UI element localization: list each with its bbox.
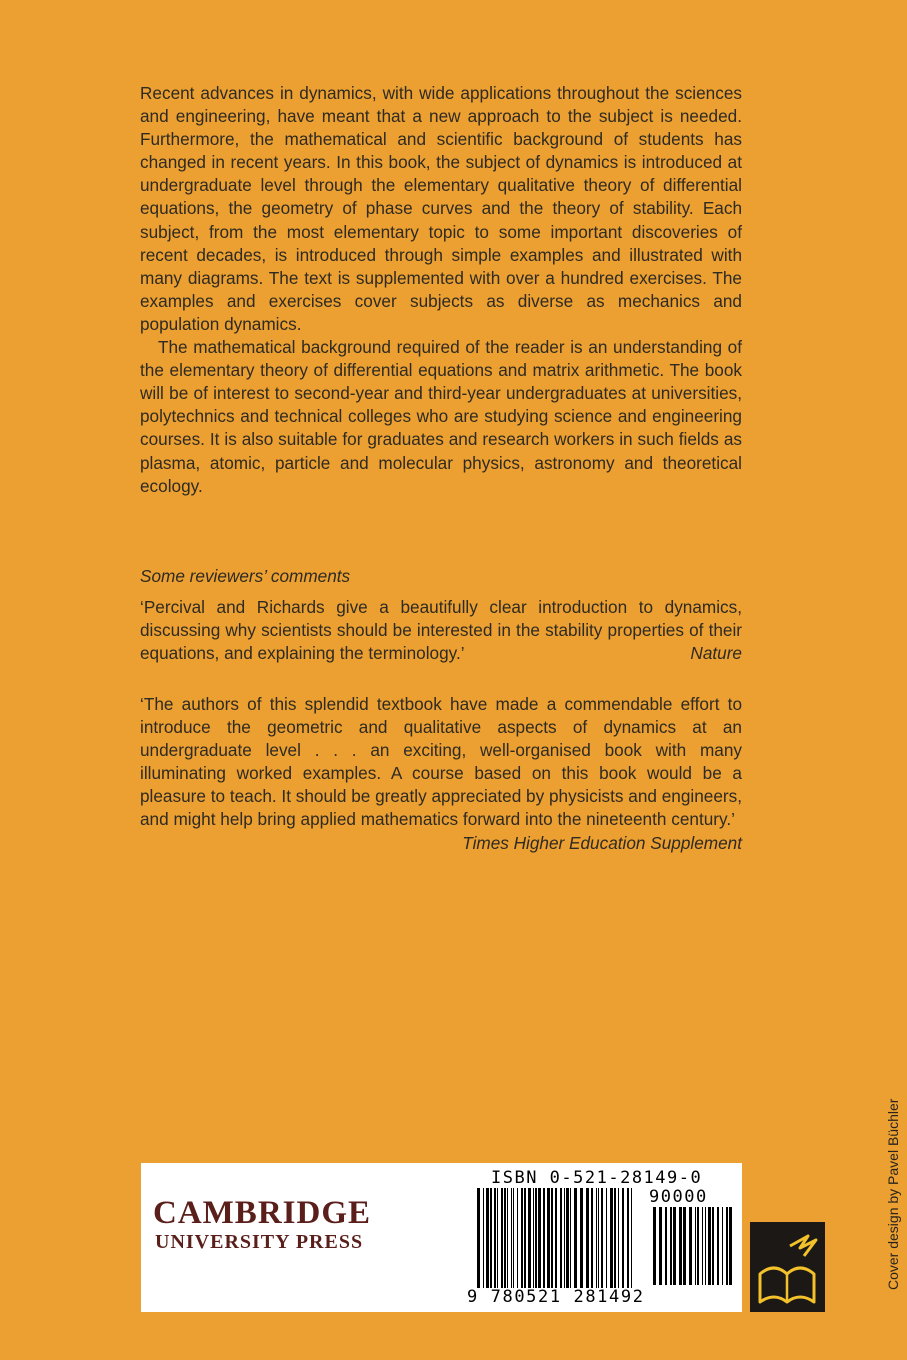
barcode-bar (695, 1207, 696, 1285)
barcode-bar (501, 1188, 503, 1288)
ean-barcode (477, 1188, 637, 1288)
barcode-bar (551, 1188, 553, 1288)
publisher-logo-name: CAMBRIDGE (153, 1195, 372, 1231)
barcode-bar (601, 1188, 603, 1288)
review-source: Nature (690, 643, 742, 664)
barcode-bar (683, 1207, 686, 1285)
cover-design-credit: Cover design by Pavel Büchler (885, 1098, 901, 1290)
barcode-bar (494, 1188, 496, 1288)
blurb-paragraph-2: The mathematical background required of the reader is an understanding of the elementary theory of differential equations and matrix arithmetic. The book will be of interest to second-year and third-year undergraduates at universities, polytechnics and technical colleges who are studying science and engineering courses. It is also suitable for graduates and research workers in such fields as plasma, atomic, particle and molecular physics, astronomy and theoretical ecology. (140, 337, 742, 496)
barcode-bar (490, 1188, 492, 1288)
barcode-bar (477, 1188, 480, 1288)
barcode-bar (486, 1188, 489, 1288)
barcode-bar (507, 1188, 508, 1288)
review-1 (140, 596, 742, 665)
barcode-bar (618, 1188, 619, 1288)
barcode-bar (705, 1207, 706, 1285)
barcode-bar (560, 1188, 562, 1288)
isbn-number: ISBN 0-521-28149-0 (491, 1168, 703, 1188)
barcode-bar (712, 1207, 714, 1285)
review-quote: ‘The authors of this splendid textbook have made a commendable effort to introduce the geometric and qualitative aspects of dynamics at an undergraduate level . . . an exciting, well-organised book with many illuminating worked examples. A course based on this book would be a pleasure to teach. It should be greatly appreciated by physicists and engineers, and might help bring applied mathematics forward into the nineteenth century.’ (140, 694, 742, 830)
barcode-bar (483, 1188, 484, 1288)
barcode-bar (517, 1188, 518, 1288)
blurb-paragraph-1: Recent advances in dynamics, with wide applications throughout the sciences and engineering, have meant that a new approach to the subject is needed. Furthermore, the mathematical and scientific background of students has changed in recent years. In this book, the subject of dynamics is introduced at undergraduate level through the elementary qualitative theory of differential equations, the geometry of phase curves and the theory of stability. Each subject, from the most elementary topic to some important discoveries of recent decades, is introduced through simple examples and illustrated with many diagrams. The text is supplemented with over a hundred exercises. The examples and exercises cover subjects as diverse as mechanics and population dynamics. (140, 83, 742, 334)
barcode-bar (547, 1188, 550, 1288)
review-quote: ‘Percival and Richards give a beautifully clear introduction to dynamics, discussing why scientists should be interested in the stability properties of their equations, and explaining the terminology.’ (140, 597, 742, 664)
addon-barcode (653, 1207, 733, 1285)
barcode-bar (679, 1207, 682, 1285)
barcode-bar (596, 1188, 597, 1288)
barcode-bar (504, 1188, 506, 1288)
barcode-bar (665, 1207, 667, 1285)
barcode-bar (659, 1207, 662, 1285)
barcode-bar (528, 1188, 531, 1288)
barcode-bar (631, 1188, 632, 1288)
barcode-bar (513, 1188, 514, 1288)
barcode-bar (622, 1188, 624, 1288)
barcode-bar (535, 1188, 537, 1288)
barcode-bar (708, 1207, 711, 1285)
barcode-bar (670, 1207, 672, 1285)
barcode-bar (555, 1188, 557, 1288)
barcode-bar (606, 1188, 607, 1288)
barcode-panel (141, 1163, 742, 1312)
barcode-bar (729, 1207, 732, 1285)
barcode-bar (521, 1188, 523, 1288)
barcode-bar (702, 1207, 703, 1285)
blurb-text (140, 82, 742, 498)
barcode-bar (722, 1207, 723, 1285)
review-source: Times Higher Education Supplement (462, 832, 742, 853)
barcode-bar (726, 1207, 728, 1285)
barcode-bar (524, 1188, 526, 1288)
barcode-bar (511, 1188, 512, 1288)
barcode-bar (591, 1188, 593, 1288)
barcode-bar (598, 1188, 599, 1288)
barcode-bar (717, 1207, 719, 1285)
barcode-bar (538, 1188, 541, 1288)
barcode-bar (610, 1188, 613, 1288)
barcode-bar (566, 1188, 569, 1288)
barcode-bar (697, 1207, 699, 1285)
barcode-bar (586, 1188, 589, 1288)
reviews-heading: Some reviewers’ comments (140, 566, 351, 586)
review-2 (140, 693, 742, 855)
barcode-bar (673, 1207, 676, 1285)
barcode-bar (497, 1188, 498, 1288)
barcode-bar (543, 1188, 545, 1288)
ean-digits: 9 780521 281492 (467, 1287, 645, 1307)
barcode-bar (614, 1188, 616, 1288)
barcode-bar (533, 1188, 534, 1288)
barcode-bar (564, 1188, 565, 1288)
barcode-bar (689, 1207, 692, 1285)
barcode-bar (574, 1188, 577, 1288)
price-code: 90000 (649, 1187, 708, 1207)
publisher-logo-subtitle: UNIVERSITY PRESS (155, 1231, 364, 1253)
open-book-lightning-icon (750, 1222, 825, 1312)
barcode-bar (653, 1207, 656, 1285)
barcode-bar (570, 1188, 571, 1288)
barcode-bar (627, 1188, 629, 1288)
barcode-bar (580, 1188, 583, 1288)
